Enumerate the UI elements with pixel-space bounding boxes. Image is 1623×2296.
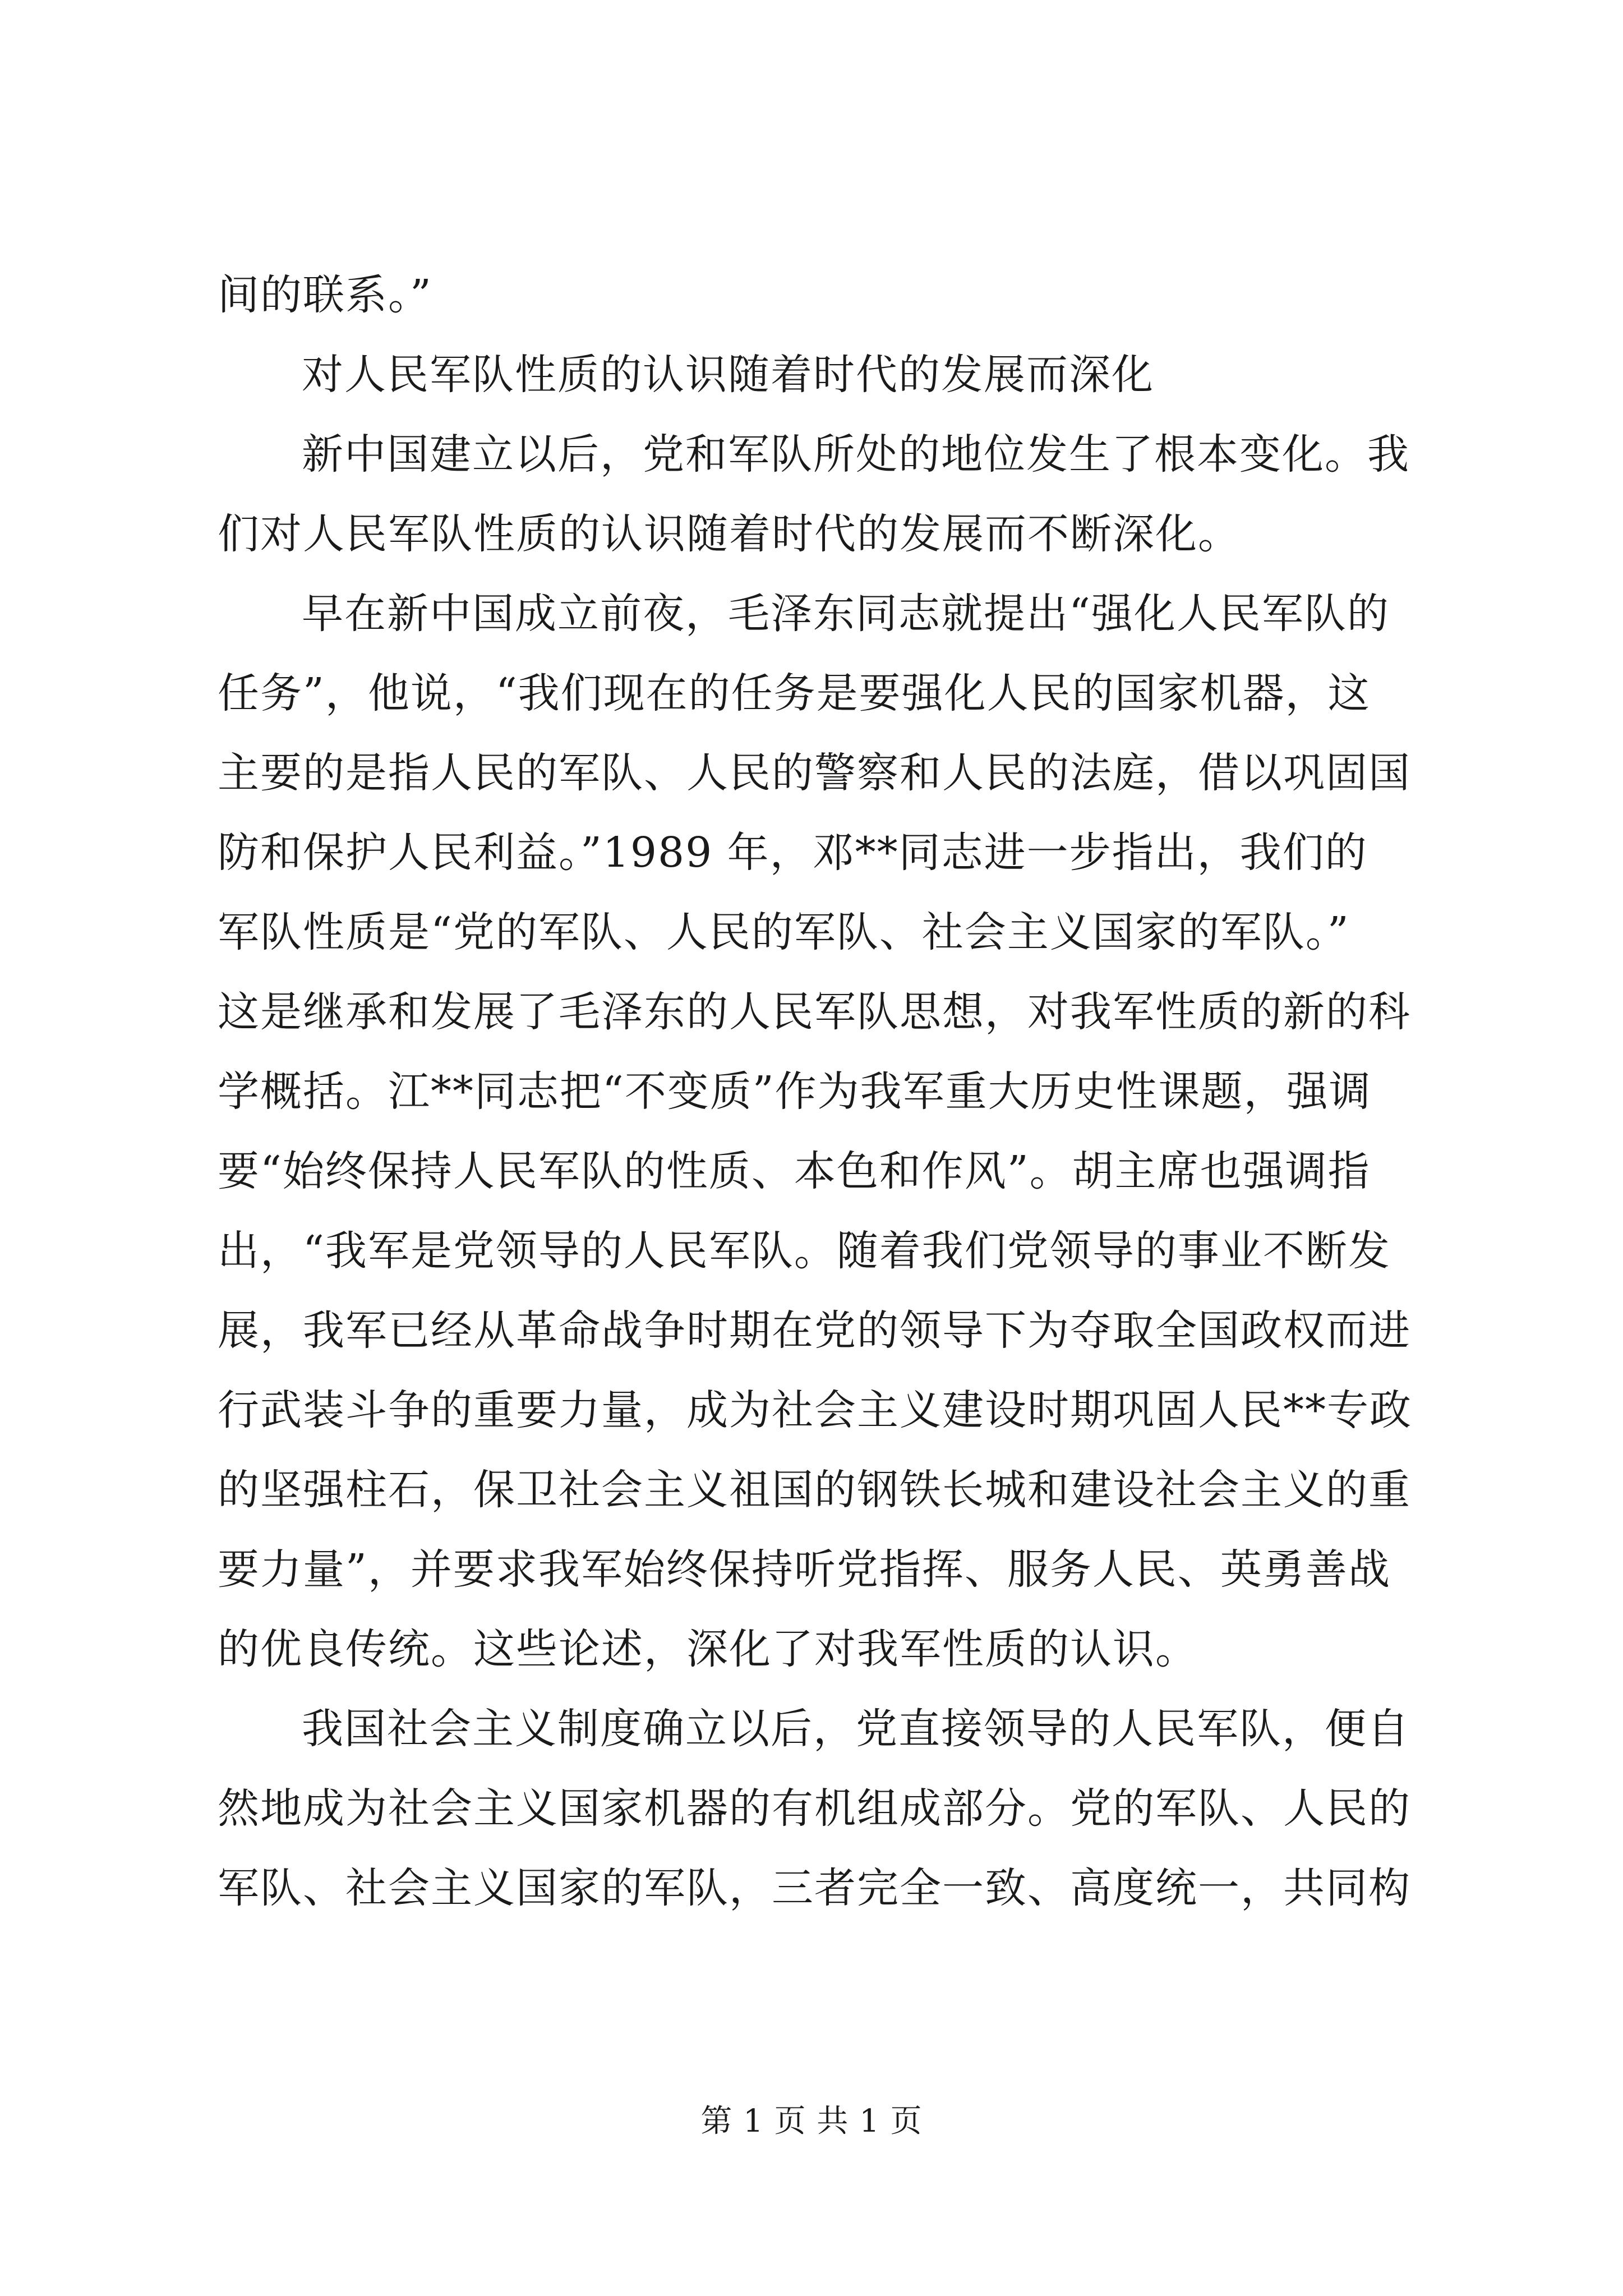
section-heading: 对人民军队性质的认识随着时代的发展而深化 <box>302 351 1154 399</box>
text-line-19: 我国社会主义制度确立以后，党直接领导的人民军队，便自 <box>302 1705 1410 1753</box>
text-line-18: 的优良传统。这些论述，深化了对我军性质的认识。 <box>218 1625 1198 1673</box>
text-line-11: 学概括。江**同志把“不变质”作为我军重大历史性课题，强调 <box>218 1068 1372 1116</box>
text-line-12: 要“始终保持人民军队的性质、本色和作风”。胡主席也强调指 <box>218 1147 1371 1195</box>
text-line-3: 新中国建立以后，党和军队所处的地位发生了根本变化。我 <box>302 430 1410 478</box>
text-line-4: 们对人民军队性质的认识随着时代的发展而不断深化。 <box>218 510 1241 558</box>
text-line-14: 展，我军已经从革命战争时期在党的领导下为夺取全国政权而进 <box>218 1306 1411 1355</box>
text-line-9: 军队性质是“党的军队、人民的军队、社会主义国家的军队。” <box>218 908 1350 956</box>
text-line-10: 这是继承和发展了毛泽东的人民军队思想，对我军性质的新的科 <box>218 988 1411 1036</box>
text-line-5: 早在新中国成立前夜，毛泽东同志就提出“强化人民军队的 <box>302 590 1390 638</box>
text-line-8: 防和保护人民利益。”1989 年，邓**同志进一步指出，我们的 <box>218 829 1368 877</box>
text-line-1: 间的联系。” <box>218 271 432 319</box>
page-footer: 第 1 页 共 1 页 <box>700 2103 923 2139</box>
document-body <box>218 255 1435 1928</box>
text-line-6: 任务”，他说，“我们现在的任务是要强化人民的国家机器，这 <box>218 669 1371 717</box>
text-line-20: 然地成为社会主义国家机器的有机组成部分。党的军队、人民的 <box>218 1784 1411 1833</box>
text-line-13: 出，“我军是党领导的人民军队。随着我们党领导的事业不断发 <box>218 1227 1391 1275</box>
text-line-7: 主要的是指人民的军队、人民的警察和人民的法庭，借以巩固国 <box>218 749 1411 797</box>
text-line-21: 军队、社会主义国家的军队，三者完全一致、高度统一，共同构 <box>218 1864 1411 1912</box>
text-line-17: 要力量”，并要求我军始终保持听党指挥、服务人民、英勇善战 <box>218 1545 1391 1594</box>
text-line-15: 行武装斗争的重要力量，成为社会主义建设时期巩固人民**专政 <box>218 1386 1412 1434</box>
text-line-16: 的坚强柱石，保卫社会主义祖国的钢铁长城和建设社会主义的重 <box>218 1466 1411 1514</box>
